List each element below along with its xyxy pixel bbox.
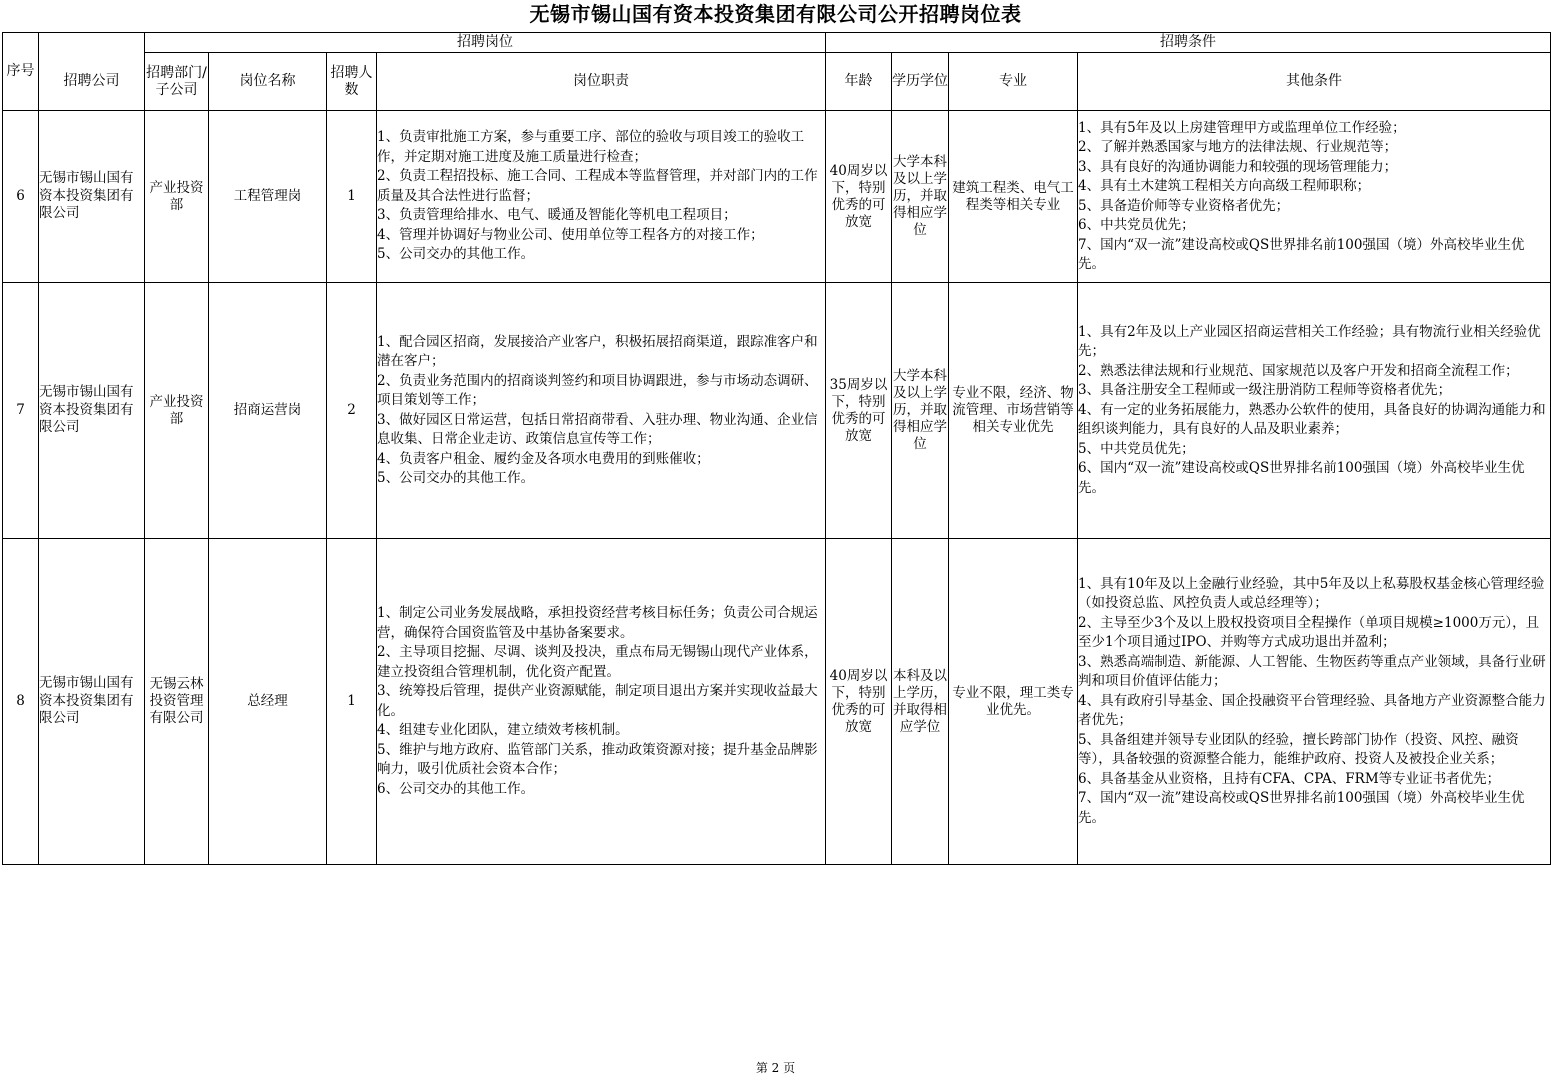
row-company: 无锡市锡山国有资本投资集团有限公司: [39, 111, 145, 283]
header-edu: 学历学位: [892, 53, 949, 111]
condition-item: 3、具有良好的沟通协调能力和较强的现场管理能力；: [1078, 158, 1398, 175]
table-row: [3, 111, 1551, 283]
duty-item: 4、负责客户租金、履约金及各项水电费用的到账催收；: [377, 450, 710, 467]
row-seq: 6: [3, 111, 39, 283]
row-count: 2: [327, 283, 377, 539]
row-major: 专业不限，理工类专业优先。: [949, 539, 1078, 865]
row-duties: [377, 283, 826, 539]
duty-item: 1、制定公司业务发展战略，承担投资经营考核目标任务；负责公司合规运营，确保符合国资监管及中基协备案要求。: [377, 605, 818, 641]
duty-item: 5、公司交办的其他工作。: [377, 470, 535, 486]
duty-item: 2、负责工程招投标、施工合同、工程成本等监督管理，并对部门内的工作质量及其合法性进行监督；: [377, 168, 818, 204]
header-other: 其他条件: [1078, 53, 1551, 111]
row-post: 工程管理岗: [209, 111, 327, 283]
header-major: 专业: [949, 53, 1078, 111]
row-major: 建筑工程类、电气工程类等相关专业: [949, 111, 1078, 283]
header-count: 招聘人数: [327, 53, 377, 111]
row-seq: 8: [3, 539, 39, 865]
condition-item: 4、具有政府引导基金、国企投融资平台管理经验、具备地方产业资源整合能力者优先；: [1078, 692, 1546, 729]
row-other: [1078, 283, 1551, 539]
row-other: [1078, 111, 1551, 283]
duty-item: 3、做好园区日常运营，包括日常招商带看、入驻办理、物业沟通、企业信息收集、日常企业走访、政策信息宣传等工作；: [377, 411, 818, 447]
row-dept: 无锡云林投资管理有限公司: [145, 539, 209, 865]
condition-item: 1、具有10年及以上金融行业经验，其中5年及以上私募股权基金核心管理经验（如投资总监、风控负责人或总经理等）；: [1078, 575, 1545, 612]
row-edu: 本科及以上学历，并取得相应学位: [892, 539, 949, 865]
header-seq: 序号: [3, 33, 39, 111]
condition-item: 2、主导至少3个及以上股权投资项目全程操作（单项目规模≥1000万元），且至少1个项目通过IPO、并购等方式成功退出并盈利；: [1078, 614, 1540, 651]
condition-item: 6、国内“双一流”建设高校或QS世界排名前100强国（境）外高校毕业生优先。: [1078, 460, 1525, 496]
condition-item: 5、具备组建并领导专业团队的经验，擅长跨部门协作（投资、风控、融资等），具备较强的资源整合能力，能维护政府、投资人及被投企业关系；: [1078, 731, 1519, 768]
duty-item: 4、管理并协调好与物业公司、使用单位等工程各方的对接工作；: [377, 226, 764, 243]
duty-item: 5、维护与地方政府、监管部门关系，推动政策资源对接；提升基金品牌影响力，吸引优质社会资本合作；: [377, 741, 818, 777]
row-post: 招商运营岗: [209, 283, 327, 539]
row-company: 无锡市锡山国有资本投资集团有限公司: [39, 283, 145, 539]
condition-item: 5、具备造价师等专业资格者优先；: [1078, 197, 1290, 214]
row-duties: [377, 539, 826, 865]
duty-item: 4、组建专业化团队，建立绩效考核机制。: [377, 722, 629, 738]
duty-item: 3、统筹投后管理，提供产业资源赋能，制定项目退出方案并实现收益最大化。: [377, 683, 818, 719]
duty-item: 2、负责业务范围内的招商谈判签约和项目协调跟进，参与市场动态调研、项目策划等工作；: [377, 372, 818, 408]
row-company: 无锡市锡山国有资本投资集团有限公司: [39, 539, 145, 865]
row-duties: [377, 111, 826, 283]
row-dept: 产业投资部: [145, 283, 209, 539]
table-row: [3, 283, 1551, 539]
header-group-position: 招聘岗位: [145, 33, 826, 53]
duty-item: 6、公司交办的其他工作。: [377, 780, 535, 797]
condition-item: 6、中共党员优先；: [1078, 217, 1195, 233]
header-post: 岗位名称: [209, 53, 327, 111]
header-group-conditions: 招聘条件: [826, 33, 1551, 53]
row-edu: 大学本科及以上学历，并取得相应学位: [892, 283, 949, 539]
condition-item: 7、国内“双一流”建设高校或QS世界排名前100强国（境）外高校毕业生优先。: [1078, 790, 1525, 826]
condition-item: 4、有一定的业务拓展能力，熟悉办公软件的使用，具备良好的协调沟通能力和组织谈判能力，具有良好的人品及职业素养；: [1078, 401, 1546, 438]
header-company: 招聘公司: [39, 53, 145, 111]
header-age: 年龄: [826, 53, 892, 111]
duty-item: 2、主导项目挖掘、尽调、谈判及投决，重点布局无锡锡山现代产业体系，建立投资组合管理机制，优化资产配置。: [377, 644, 818, 680]
duty-item: 5、公司交办的其他工作。: [377, 246, 535, 263]
row-age: 40周岁以下，特别优秀的可放宽: [826, 539, 892, 865]
row-count: 1: [327, 111, 377, 283]
condition-item: 2、了解并熟悉国家与地方的法律法规、行业规范等；: [1078, 139, 1398, 155]
condition-item: 1、具有5年及以上房建管理甲方或监理单位工作经验；: [1078, 119, 1406, 136]
row-other: [1078, 539, 1551, 865]
duty-item: 1、配合园区招商，发展接洽产业客户，积极拓展招商渠道，跟踪准客户和潜在客户；: [377, 333, 818, 369]
condition-item: 2、熟悉法律法规和行业规范、国家规范以及客户开发和招商全流程工作；: [1078, 362, 1519, 379]
page-title: 无锡市锡山国有资本投资集团有限公司公开招聘岗位表: [529, 2, 1022, 26]
condition-item: 3、熟悉高端制造、新能源、人工智能、生物医药等重点产业领域，具备行业研判和项目价值评估能力；: [1078, 653, 1546, 690]
row-dept: 产业投资部: [145, 111, 209, 283]
duty-item: 3、负责管理给排水、电气、暖通及智能化等机电工程项目；: [377, 207, 737, 224]
row-post: 总经理: [209, 539, 327, 865]
header-dept: 招聘部门/子公司: [145, 53, 209, 111]
row-edu: 大学本科及以上学历，并取得相应学位: [892, 111, 949, 283]
row-age: 35周岁以下，特别优秀的可放宽: [826, 283, 892, 539]
condition-item: 6、具备基金从业资格，且持有CFA、CPA、FRM等专业证书者优先；: [1078, 770, 1501, 787]
duty-item: 1、负责审批施工方案，参与重要工序、部位的验收与项目竣工的验收工作，并定期对施工进度及施工质量进行检查；: [377, 129, 805, 165]
condition-item: 3、具备注册安全工程师或一级注册消防工程师等资格者优先；: [1078, 382, 1452, 399]
condition-item: 5、中共党员优先；: [1078, 440, 1195, 457]
page-number: 第 2 页: [755, 1061, 796, 1075]
row-major: 专业不限，经济、物流管理、市场营销等相关专业优先: [949, 283, 1078, 539]
row-seq: 7: [3, 283, 39, 539]
row-age: 40周岁以下，特别优秀的可放宽: [826, 111, 892, 283]
header-duties: 岗位职责: [377, 53, 826, 111]
row-count: 1: [327, 539, 377, 865]
table-row: [3, 539, 1551, 865]
recruitment-table: [2, 32, 1551, 865]
condition-item: 7、国内“双一流”建设高校或QS世界排名前100强国（境）外高校毕业生优先。: [1078, 236, 1525, 272]
condition-item: 1、具有2年及以上产业园区招商运营相关工作经验；具有物流行业相关经验优先；: [1078, 323, 1541, 360]
condition-item: 4、具有土木建筑工程相关方向高级工程师职称；: [1078, 178, 1371, 194]
